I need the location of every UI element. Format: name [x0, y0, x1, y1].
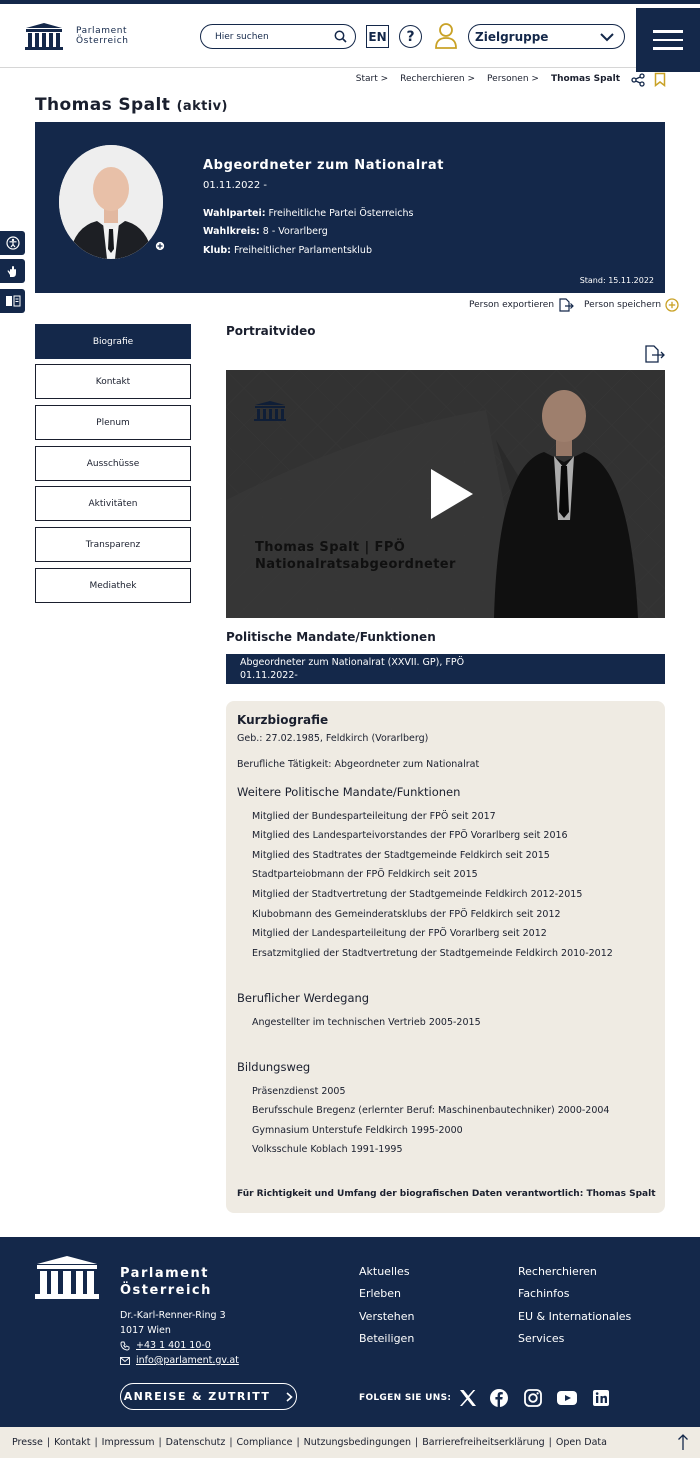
profile-club [203, 245, 372, 256]
legal-link-barrierefreiheit[interactable]: Barrierefreiheitserklärung [422, 1437, 545, 1448]
video-caption-role: Nationalratsabgeordneter [255, 557, 456, 572]
legal-link-compliance[interactable]: Compliance [236, 1437, 293, 1448]
further-mandates-heading: Weitere Politische Mandate/Funktionen [237, 785, 461, 799]
profile-date: 01.11.2022 - [203, 180, 268, 191]
easy-read-icon [5, 294, 21, 308]
tab-transparenz[interactable]: Transparenz [35, 527, 191, 562]
logo-line1: Parlament [76, 26, 128, 36]
scroll-to-top-arrow-icon[interactable] [677, 1433, 689, 1451]
help-button[interactable]: ? [399, 25, 422, 48]
bookmark-icon[interactable] [654, 72, 666, 87]
person-status: (aktiv) [176, 99, 228, 114]
site-footer [0, 1237, 700, 1427]
video-caption-name: Thomas Spalt | FPÖ [255, 540, 406, 555]
further-mandate-item: Mitglied der Bundesparteileitung der FPÖ seit 2017 [252, 811, 496, 822]
portrait-photo[interactable] [59, 145, 163, 259]
footer-brand-line2: Österreich [120, 1283, 212, 1298]
profile-party [203, 208, 414, 219]
party-label: Wahlpartei: [203, 208, 266, 219]
menu-icon-bar [653, 47, 683, 50]
footer-brand [120, 1265, 212, 1299]
parliament-building-icon [24, 22, 64, 50]
chevron-down-icon [600, 32, 614, 42]
footer-link-verstehen[interactable]: Verstehen [359, 1310, 415, 1323]
footer-link-aktuelles[interactable]: Aktuelles [359, 1265, 410, 1278]
accessibility-button[interactable] [0, 231, 25, 255]
footer-parliament-logo-icon[interactable] [35, 1254, 99, 1300]
linkedin-icon[interactable] [591, 1388, 611, 1408]
breadcrumb-current: Thomas Spalt [550, 74, 620, 84]
tab-ausschuesse[interactable]: Ausschüsse [35, 446, 191, 481]
mail-icon [120, 1357, 130, 1365]
audience-select[interactable] [468, 24, 625, 49]
search-box[interactable] [200, 24, 356, 49]
mandate-date: 01.11.2022- [240, 670, 298, 681]
legal-link-presse[interactable]: Presse [12, 1437, 43, 1448]
legal-links-bar: Presse | Kontakt | Impressum | Datenschutz | Compliance | Nutzungsbedingungen | Barrierefreiheitserklärung | Open Data [0, 1427, 700, 1458]
facebook-icon[interactable] [489, 1388, 509, 1408]
add-circle-icon[interactable] [665, 298, 679, 312]
further-mandate-item: Ersatzmitglied der Stadtvertretung der Stadtgemeinde Feldkirch 2010-2012 [252, 948, 613, 959]
sign-language-button[interactable] [0, 259, 25, 283]
education-item: Volksschule Koblach 1991-1995 [252, 1144, 403, 1155]
menu-icon-bar [653, 39, 683, 42]
instagram-icon[interactable] [523, 1388, 543, 1408]
footer-brand-line1: Parlament [120, 1266, 209, 1281]
footer-phone[interactable] [120, 1340, 211, 1351]
tab-mediathek[interactable]: Mediathek [35, 568, 191, 603]
language-button[interactable]: EN [366, 25, 389, 48]
legal-link-nutzungsbedingungen[interactable]: Nutzungsbedingungen [303, 1437, 412, 1448]
tab-aktivitaeten[interactable]: Aktivitäten [35, 486, 191, 521]
tab-kontakt[interactable]: Kontakt [35, 364, 191, 399]
profile-district [203, 226, 328, 237]
breadcrumb-item[interactable]: Personen > [487, 74, 539, 84]
play-icon[interactable] [431, 469, 473, 519]
follow-us-label: FOLGEN SIE UNS: [359, 1393, 452, 1403]
footer-email[interactable] [120, 1355, 239, 1366]
logo-line2: Österreich [76, 36, 129, 46]
video-export-icon[interactable] [644, 345, 665, 363]
footer-link-eu-internationales[interactable]: EU & Internationales [518, 1310, 632, 1323]
district-value: 8 - Vorarlberg [262, 226, 328, 237]
footer-address-street: Dr.-Karl-Renner-Ring 3 [120, 1310, 226, 1321]
bio-job: Berufliche Tätigkeit: Abgeordneter zum Nationalrat [237, 759, 480, 770]
hand-icon [6, 264, 20, 278]
bio-responsibility-note: Für Richtigkeit und Umfang der biografischen Daten verantwortlich: Thomas Spalt [237, 1189, 656, 1199]
hamburger-menu-button[interactable] [636, 8, 700, 72]
arrival-access-label: ANREISE & ZUTRITT [123, 1390, 271, 1403]
page-title [35, 95, 228, 115]
youtube-icon[interactable] [556, 1388, 578, 1408]
footer-address-city: 1017 Wien [120, 1325, 171, 1336]
portrait-video-player[interactable] [226, 370, 665, 618]
search-input[interactable] [215, 32, 325, 42]
search-icon[interactable] [334, 30, 347, 43]
footer-phone-number[interactable]: +43 1 401 10-0 [136, 1340, 211, 1351]
legal-link-datenschutz[interactable]: Datenschutz [165, 1437, 226, 1448]
education-item: Gymnasium Unterstufe Feldkirch 1995-2000 [252, 1125, 463, 1136]
career-item: Angestellter im technischen Vertrieb 2005-2015 [252, 1017, 481, 1028]
bio-born: Geb.: 27.02.1985, Feldkirch (Vorarlberg) [237, 733, 429, 744]
breadcrumb [356, 74, 620, 84]
career-heading: Beruflicher Werdegang [237, 991, 370, 1005]
mandate-title: Abgeordneter zum Nationalrat (XXVII. GP), FPÖ [240, 657, 465, 668]
footer-link-fachinfos[interactable]: Fachinfos [518, 1287, 570, 1300]
club-value: Freiheitlicher Parlamentsklub [234, 245, 372, 256]
user-icon[interactable] [434, 22, 458, 50]
chevron-right-icon [286, 1392, 293, 1402]
zoom-in-icon[interactable] [154, 240, 169, 255]
profile-card [35, 122, 665, 293]
education-heading: Bildungsweg [237, 1060, 311, 1074]
person-name: Thomas Spalt [35, 95, 171, 115]
video-heading: Portraitvideo [226, 324, 316, 338]
export-person-link[interactable]: Person exportieren [469, 300, 555, 310]
footer-link-services[interactable]: Services [518, 1332, 565, 1345]
easy-language-button[interactable] [0, 289, 25, 313]
footer-link-erleben[interactable]: Erleben [359, 1287, 402, 1300]
accessibility-icon [6, 236, 20, 250]
breadcrumb-item[interactable]: Recherchieren > [400, 74, 476, 84]
tab-plenum[interactable]: Plenum [35, 405, 191, 440]
footer-link-beteiligen[interactable]: Beteiligen [359, 1332, 415, 1345]
district-label: Wahlkreis: [203, 226, 260, 237]
further-mandate-item: Klubobmann des Gemeinderatsklubs der FPÖ Feldkirch seit 2012 [252, 909, 561, 920]
legal-link-open-data[interactable]: Open Data [555, 1437, 607, 1448]
further-mandate-item: Mitglied des Landesparteivorstandes der FPÖ Vorarlberg seit 2016 [252, 830, 568, 841]
stand-date: Stand: 15.11.2022 [579, 276, 654, 285]
phone-icon [120, 1341, 130, 1351]
profile-role: Abgeordneter zum Nationalrat [203, 158, 445, 173]
export-icon[interactable] [558, 298, 574, 312]
party-value: Freiheitliche Partei Österreichs [268, 208, 414, 219]
site-header [0, 4, 700, 68]
legal-link-impressum[interactable]: Impressum [101, 1437, 155, 1448]
mandate-entry [226, 654, 665, 684]
portrait-image [59, 145, 163, 259]
x-twitter-icon[interactable] [458, 1388, 478, 1408]
footer-link-recherchieren[interactable]: Recherchieren [518, 1265, 597, 1278]
bio-title: Kurzbiografie [237, 713, 329, 727]
share-icon[interactable] [631, 73, 645, 87]
save-person-link[interactable]: Person speichern [584, 300, 662, 310]
person-actions [469, 298, 679, 312]
further-mandate-item: Stadtparteiobmann der FPÖ Feldkirch seit 2015 [252, 869, 478, 880]
audience-select-value: Zielgruppe [475, 29, 549, 44]
education-item: Berufsschule Bregenz (erlernter Beruf: Maschinenbautechniker) 2000-2004 [252, 1105, 610, 1116]
parlament-logo[interactable] [24, 22, 129, 50]
menu-icon-bar [653, 30, 683, 33]
arrival-access-button[interactable] [120, 1383, 297, 1410]
tab-biografie[interactable]: Biografie [35, 324, 191, 359]
further-mandate-item: Mitglied der Landesparteileitung der FPÖ Vorarlberg seit 2012 [252, 928, 547, 939]
club-label: Klub: [203, 245, 231, 256]
footer-email-address[interactable]: info@parlament.gv.at [136, 1355, 239, 1366]
legal-link-kontakt[interactable]: Kontakt [54, 1437, 91, 1448]
further-mandate-item: Mitglied des Stadtrates der Stadtgemeinde Feldkirch seit 2015 [252, 850, 550, 861]
education-item: Präsenzdienst 2005 [252, 1086, 346, 1097]
mandates-heading: Politische Mandate/Funktionen [226, 630, 436, 644]
breadcrumb-item[interactable]: Start > [355, 74, 389, 84]
short-biography [226, 701, 665, 1213]
further-mandate-item: Mitglied der Stadtvertretung der Stadtgemeinde Feldkirch 2012-2015 [252, 889, 583, 900]
